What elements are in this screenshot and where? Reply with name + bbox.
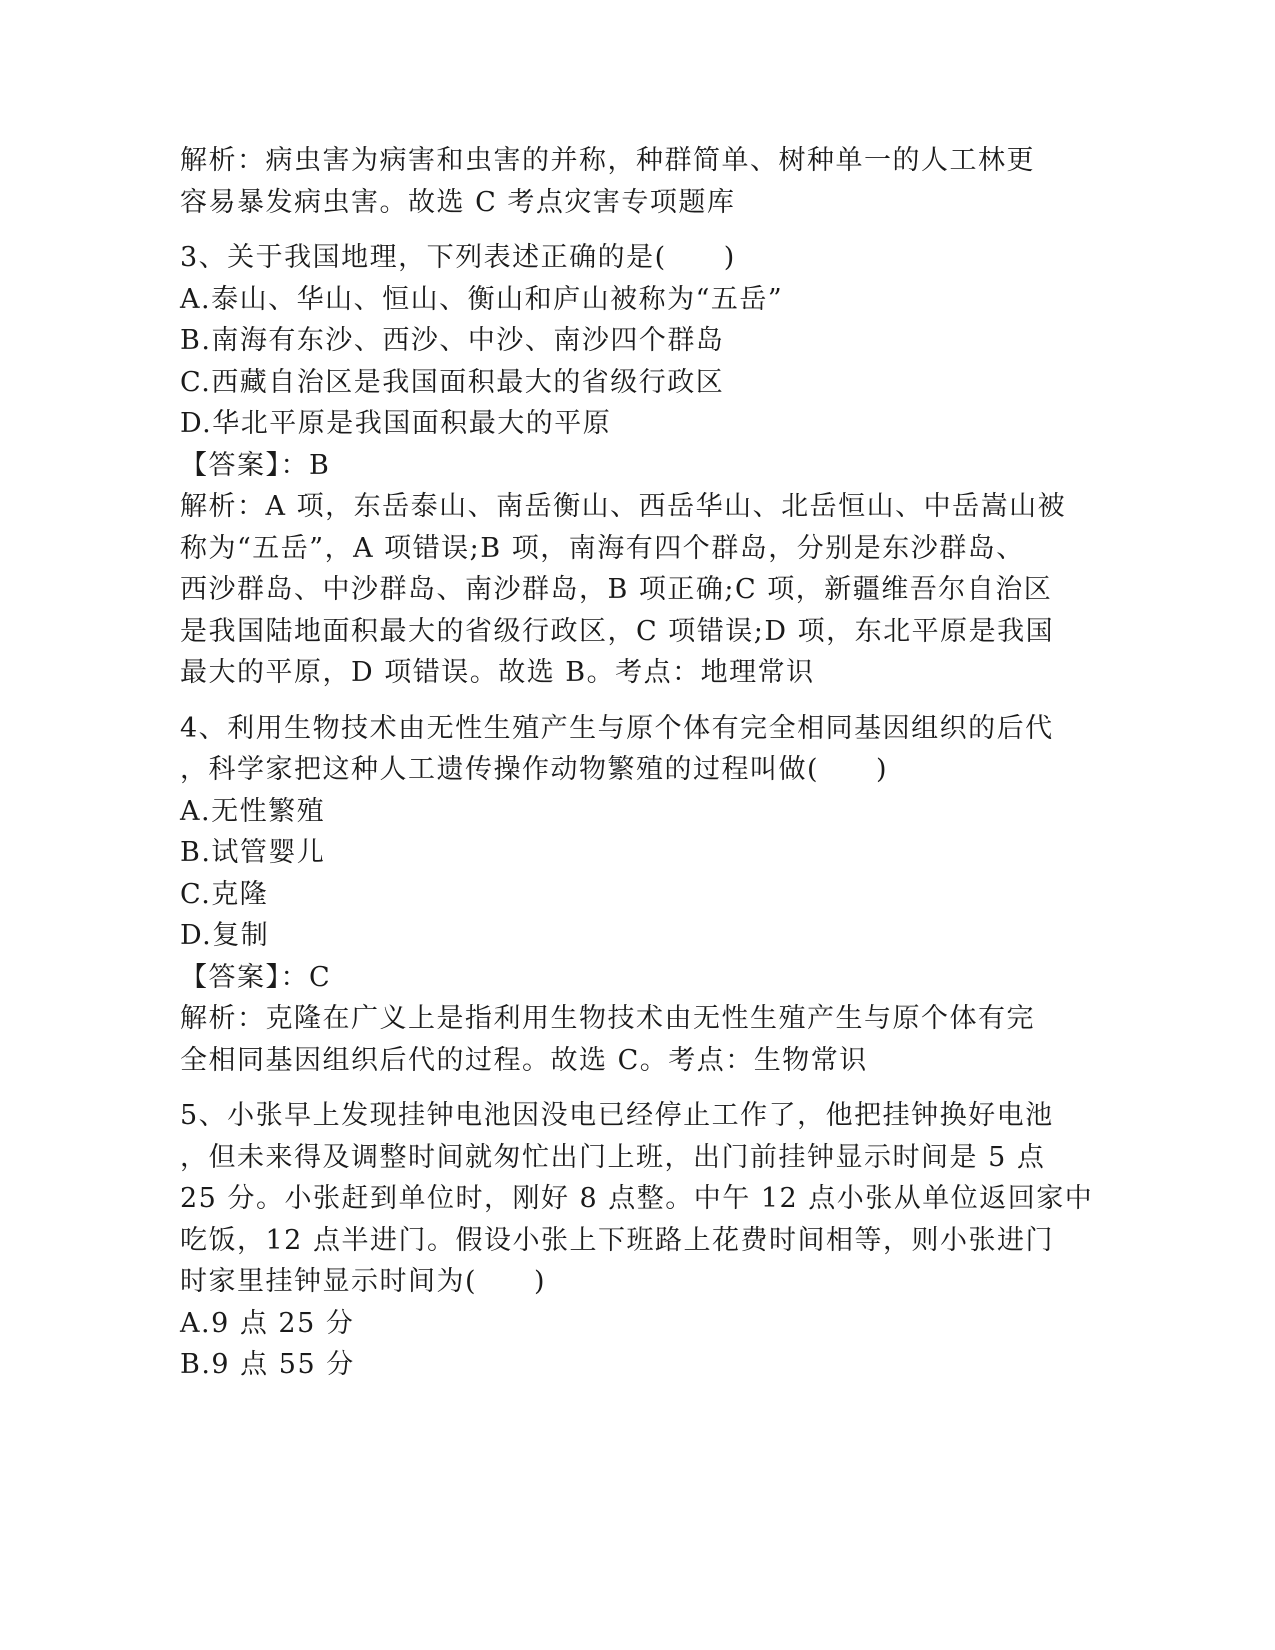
option-d: D.华北平原是我国面积最大的平原 (180, 408, 612, 439)
question-text: 时家里挂钟显示时间为( ) (180, 1266, 547, 1297)
analysis-line: 西沙群岛、中沙群岛、南沙群岛，B 项正确;C 项，新疆维吾尔自治区 (180, 574, 1053, 605)
question-text: 5、小张早上发现挂钟电池因没电已经停止工作了，他把挂钟换好电池 (180, 1100, 1054, 1131)
question-5 (180, 1095, 1094, 1386)
question-3 (180, 237, 1067, 694)
previous-analysis (180, 140, 1060, 223)
document-page (180, 140, 1094, 1386)
analysis-line: 全相同基因组织后代的过程。故选 C。考点：生物常识 (180, 1044, 868, 1076)
question-text: 25 分。小张赶到单位时，刚好 8 点整。中午 12 点小张从单位返回家中 (180, 1183, 1094, 1214)
option-c: C.克隆 (180, 878, 269, 910)
analysis-line: 解析：克隆在广义上是指利用生物技术由无性生殖产生与原个体有完 (180, 1003, 1035, 1034)
option-a: A.9 点 25 分 (180, 1307, 355, 1339)
analysis-line: 解析：病虫害为病害和虫害的并称，种群简单、树种单一的人工林更 (180, 145, 1035, 176)
answer-label: 【答案】：C (180, 961, 332, 993)
analysis-line: 最大的平原，D 项错误。故选 B。考点：地理常识 (180, 657, 815, 688)
option-d: D.复制 (180, 920, 270, 951)
question-text: ，但未来得及调整时间就匆忙出门上班，出门前挂钟显示时间是 5 点 (180, 1141, 1046, 1173)
option-b: B.试管婴儿 (180, 837, 326, 868)
answer-label: 【答案】：B (180, 449, 331, 481)
option-a: A.泰山、华山、恒山、衡山和庐山被称为“五岳” (180, 283, 784, 315)
option-b: B.南海有东沙、西沙、中沙、南沙四个群岛 (180, 325, 725, 356)
option-b: B.9 点 55 分 (180, 1349, 355, 1380)
analysis-line: 称为“五岳”，A 项错误;B 项，南海有四个群岛，分别是东沙群岛、 (180, 532, 1025, 564)
question-text: ，科学家把这种人工遗传操作动物繁殖的过程叫做( ) (180, 754, 889, 785)
analysis-line: 解析：A 项，东岳泰山、南岳衡山、西岳华山、北岳恒山、中岳嵩山被 (180, 491, 1067, 522)
option-c: C.西藏自治区是我国面积最大的省级行政区 (180, 366, 725, 398)
question-4 (180, 708, 1060, 1082)
question-text: 吃饭，12 点半进门。假设小张上下班路上花费时间相等，则小张进门 (180, 1224, 1054, 1256)
option-a: A.无性繁殖 (180, 795, 326, 827)
question-text: 4、利用生物技术由无性生殖产生与原个体有完全相同基因组织的后代 (180, 712, 1054, 744)
analysis-line: 容易暴发病虫害。故选 C 考点灾害专项题库 (180, 186, 736, 218)
analysis-line: 是我国陆地面积最大的省级行政区，C 项错误;D 项，东北平原是我国 (180, 615, 1055, 647)
question-text: 3、关于我国地理，下列表述正确的是( ) (180, 242, 736, 273)
